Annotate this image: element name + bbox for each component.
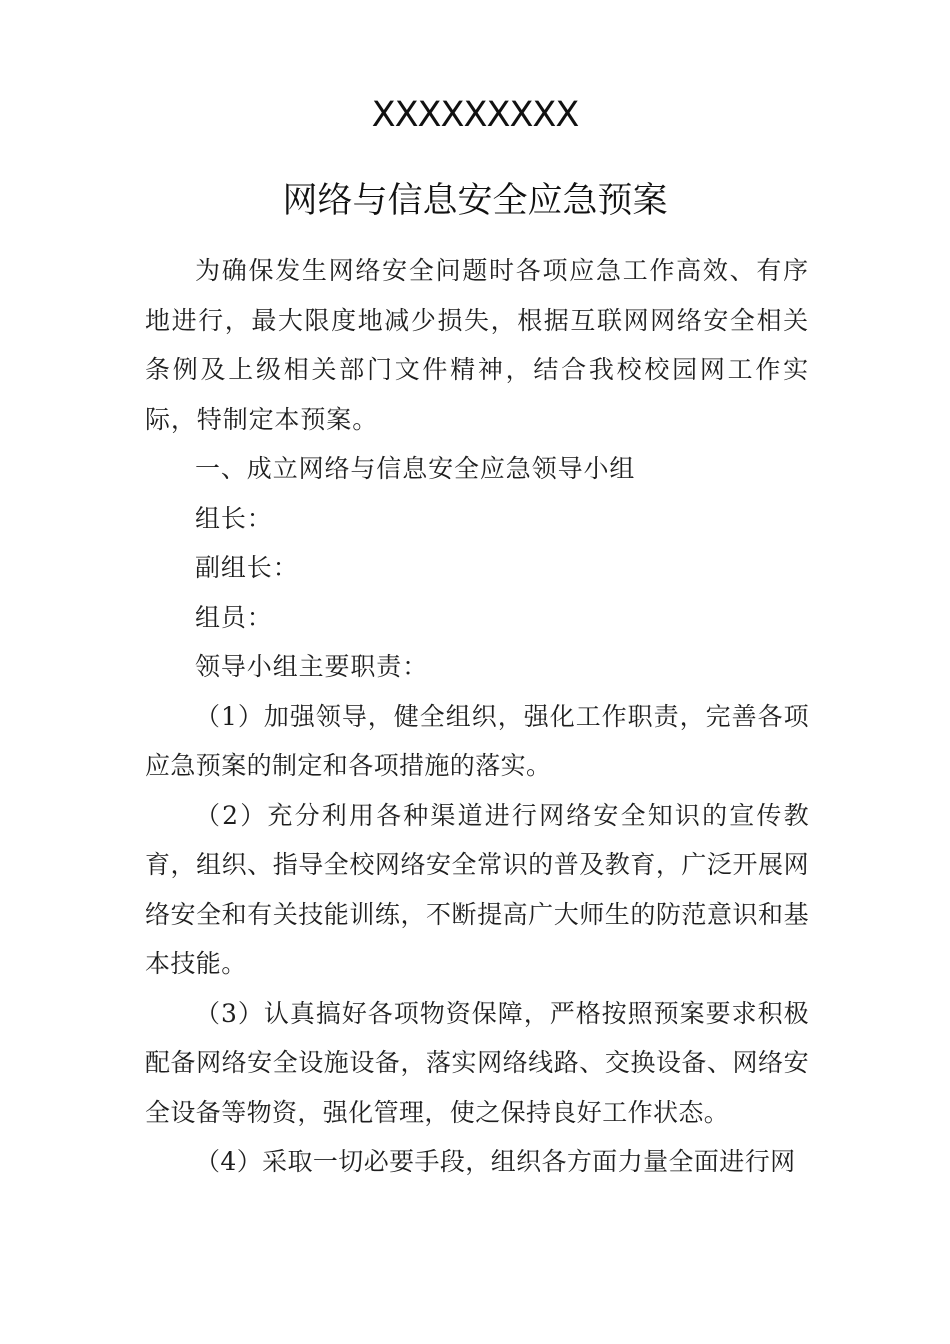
paragraph-deputy-leader: 副组长：	[195, 553, 299, 582]
paragraph-members: 组员：	[195, 602, 273, 632]
paragraph-duty-3: （3）认真搞好各项物资保障，严格按照预案要求积极配备网络安全设施设备，落实网络线路、交换设备、网络安全设备等物资，强化管理，使之保持良好工作状态。	[145, 998, 809, 1127]
paragraph-duty-2: （2）充分利用各种渠道进行网络安全知识的宣传教育，组织、指导全校网络安全常识的普及教育，广泛开展网络安全和有关技能训练，不断提高广大师生的防范意识和基本技能。	[145, 800, 809, 978]
paragraph-duties-heading: 领导小组主要职责：	[195, 652, 429, 681]
paragraph-intro: 为确保发生网络安全问题时各项应急工作高效、有序地进行，最大限度地减少损失，根据互联网网络安全相关条例及上级相关部门文件精神，结合我校校园网工作实际，特制定本预案。	[145, 256, 809, 434]
paragraph-duty-1: （1）加强领导，健全组织，强化工作职责，完善各项应急预案的制定和各项措施的落实。	[145, 701, 809, 780]
document-title-code: XXXXXXXXX	[371, 95, 579, 135]
section-heading-1: 一、成立网络与信息安全应急领导小组	[195, 454, 636, 483]
paragraph-duty-4: （4）采取一切必要手段，组织各方面力量全面进行网	[195, 1147, 796, 1176]
paragraph-leader: 组长：	[195, 503, 273, 533]
document-body	[145, 246, 809, 1187]
document-title: 网络与信息安全应急预案	[282, 181, 668, 221]
